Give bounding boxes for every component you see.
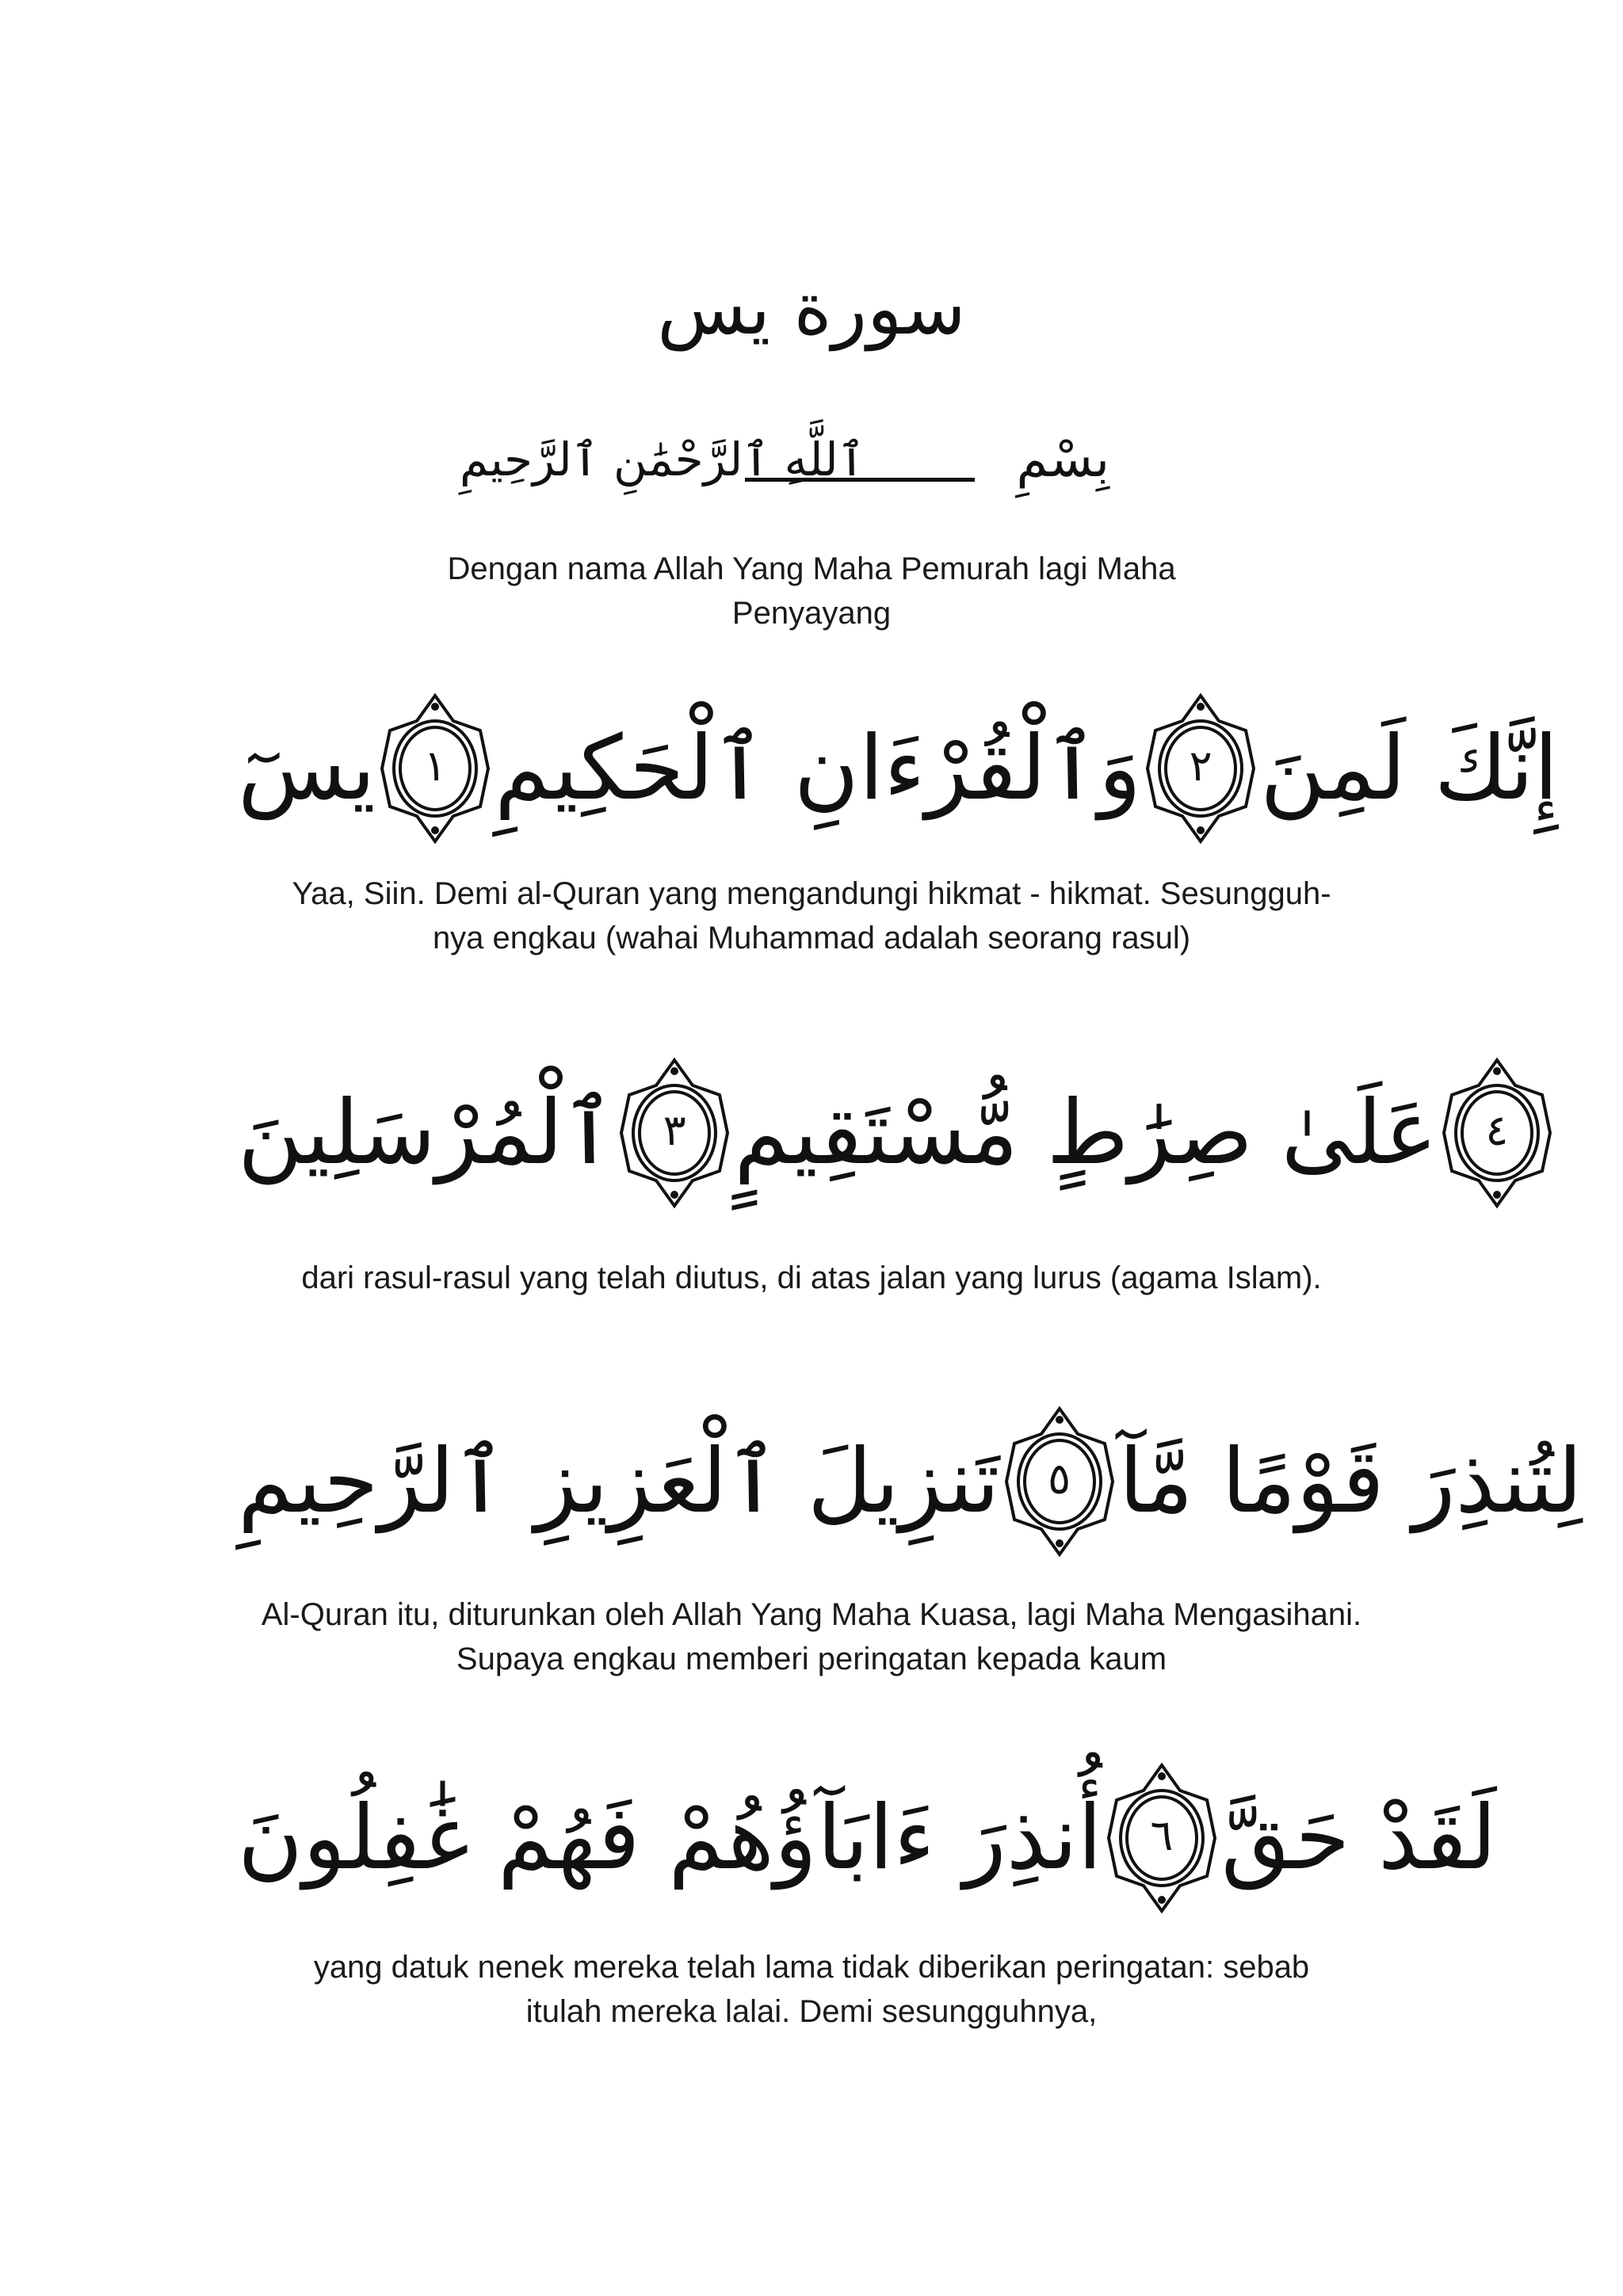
ayah-end-marker bbox=[615, 1054, 734, 1212]
ayah-text: لِتُنذِرَ قَوْمًا مَّآ bbox=[1118, 1430, 1583, 1533]
basmala bbox=[460, 416, 1109, 511]
surah-title bbox=[653, 254, 970, 364]
ayah-line-3 bbox=[238, 1394, 1583, 1569]
ayah-end-marker bbox=[376, 689, 495, 848]
translation-line: yang datuk nenek mereka telah lama tidak diberikan peringatan: sebab bbox=[313, 1950, 1310, 1985]
ayah-end-marker bbox=[1000, 1402, 1119, 1561]
translation-block-4 bbox=[230, 1945, 1393, 2034]
ayah-end-marker bbox=[1102, 1759, 1221, 1917]
ayah-number: ٥ bbox=[1048, 1454, 1071, 1504]
translation-line: Al-Quran itu, diturunkan oleh Allah Yang Maha Kuasa, lagi Maha Mengasihani. bbox=[261, 1597, 1362, 1632]
basmala-translation bbox=[230, 547, 1393, 635]
ayah-text: يسٓ bbox=[238, 717, 376, 820]
ayah-number: ٣ bbox=[663, 1105, 686, 1155]
ayah-line-2 bbox=[238, 1046, 1509, 1220]
translation-line: dari rasul-rasul yang telah diutus, di atas jalan yang lurus (agama Islam). bbox=[301, 1261, 1322, 1295]
ayah-text: وَٱلْقُرْءَانِ ٱلْحَكِيمِ bbox=[494, 717, 1142, 820]
ayah-end-marker bbox=[1141, 689, 1260, 848]
ayah-text: تَنزِيلَ ٱلْعَزِيزِ ٱلرَّحِيمِ bbox=[238, 1430, 1000, 1533]
surah-title-text: سورة يس bbox=[657, 266, 966, 351]
ayah-text: لَقَدْ حَقَّ bbox=[1220, 1787, 1497, 1890]
basmala-bism: بِسْمِ bbox=[1016, 430, 1109, 489]
translation-block-2 bbox=[230, 1256, 1393, 1300]
ayah-line-4 bbox=[238, 1751, 1497, 1925]
ayah-end-marker bbox=[1438, 1054, 1556, 1212]
translation-line: Supaya engkau memberi peringatan kepada kaum bbox=[456, 1642, 1167, 1676]
translation-line: nya engkau (wahai Muhammad adalah seorang rasul) bbox=[432, 921, 1191, 955]
ayah-number: ٤ bbox=[1485, 1105, 1509, 1155]
translation-line: itulah mereka lalai. Demi sesungguhnya, bbox=[525, 1994, 1098, 2029]
translation-block-3 bbox=[230, 1592, 1393, 1681]
ayah-text: عَلَىٰ صِرَٰطٍ مُّسْتَقِيمٍ bbox=[734, 1081, 1438, 1184]
translation-block-1 bbox=[230, 871, 1393, 960]
ayah-text: أُنذِرَ ءَابَآؤُهُمْ فَهُمْ غَٰفِلُونَ bbox=[238, 1787, 1102, 1890]
ayah-number: ١ bbox=[423, 741, 447, 791]
ayah-text: ٱلْمُرْسَلِينَ bbox=[238, 1081, 616, 1184]
ayah-number: ٢ bbox=[1189, 741, 1212, 791]
basmala-rest: ٱللَّهِ ٱلرَّحْمَٰنِ ٱلرَّحِيمِ bbox=[460, 433, 865, 486]
ayah-number: ٦ bbox=[1150, 1810, 1174, 1860]
ayah-text: إِنَّكَ لَمِنَ bbox=[1260, 717, 1559, 820]
ayah-line-1 bbox=[238, 681, 1559, 856]
translation-line: Yaa, Siin. Demi al-Quran yang mengandungi hikmat - hikmat. Sesungguh- bbox=[292, 876, 1331, 911]
basmala-translation-line: Dengan nama Allah Yang Maha Pemurah lagi Maha bbox=[447, 551, 1176, 586]
basmala-translation-line: Penyayang bbox=[731, 596, 892, 631]
